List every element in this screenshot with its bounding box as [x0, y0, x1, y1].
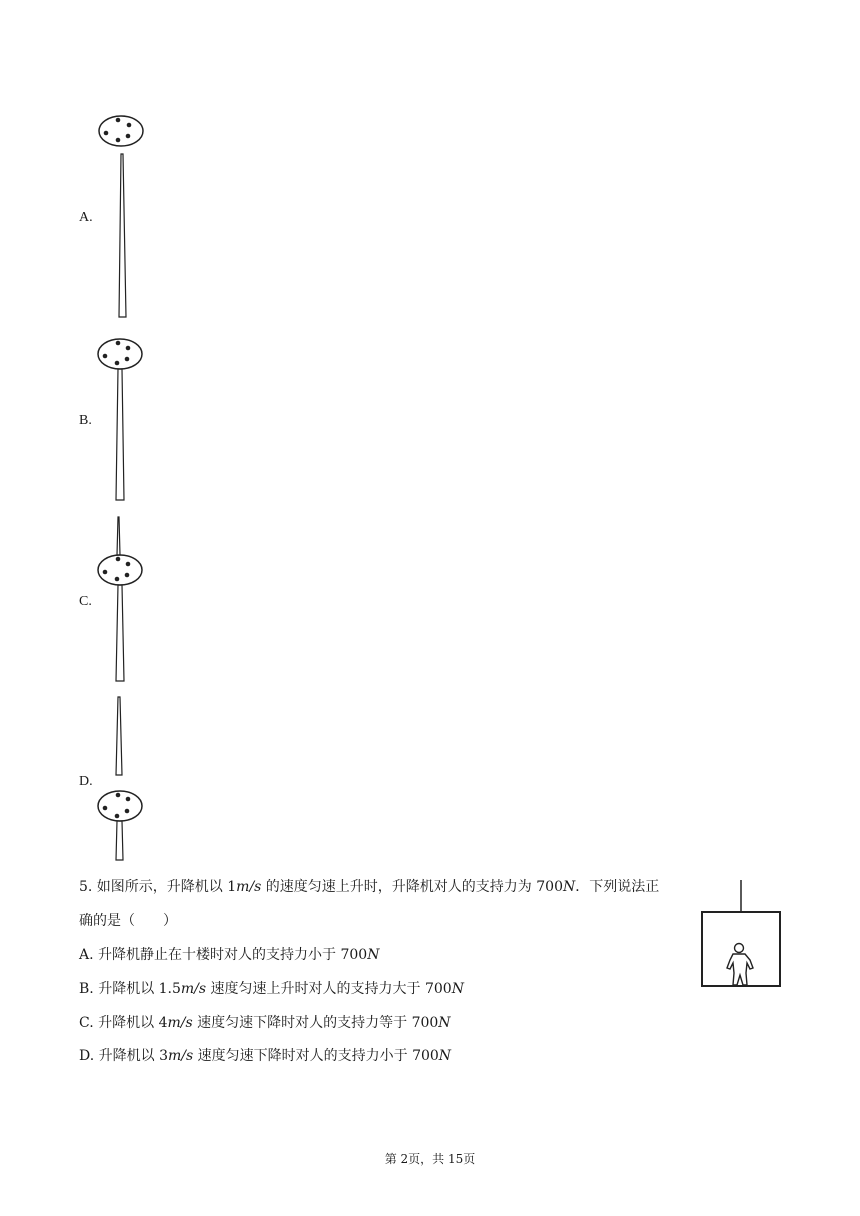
option-b-label: B. — [79, 413, 92, 428]
question-5-option-d: D. 升降机以 3m/s 速度匀速下降时对人的支持力小于 700N — [79, 1048, 452, 1064]
option-a-label: A. — [79, 210, 93, 225]
question-5-option-a: A. 升降机静止在十楼时对人的支持力小于 700N — [79, 947, 380, 963]
question-5-stem-line2: 确的是（ ） — [79, 913, 177, 929]
question-5-stem-line1: 5. 如图所示，升降机以 1m/s 的速度匀速上升时，升降机对人的支持力为 700N．下列说法正 — [79, 879, 660, 895]
option-a-figure — [93, 112, 153, 322]
page-footer: 第 2页，共 15页 — [384, 1152, 476, 1166]
option-d-figure — [93, 695, 153, 865]
question-5-option-c: C. 升降机以 4m/s 速度匀速下降时对人的支持力等于 700N — [79, 1015, 451, 1031]
option-c-label: C. — [79, 594, 92, 609]
option-b-figure — [93, 335, 153, 505]
question-5-option-b: B. 升降机以 1.5m/s 速度匀速上升时对人的支持力大于 700N — [79, 981, 464, 997]
option-d-label: D. — [79, 774, 93, 789]
person-icon — [727, 944, 753, 986]
elevator-figure — [700, 878, 790, 990]
option-c-figure — [93, 515, 153, 685]
